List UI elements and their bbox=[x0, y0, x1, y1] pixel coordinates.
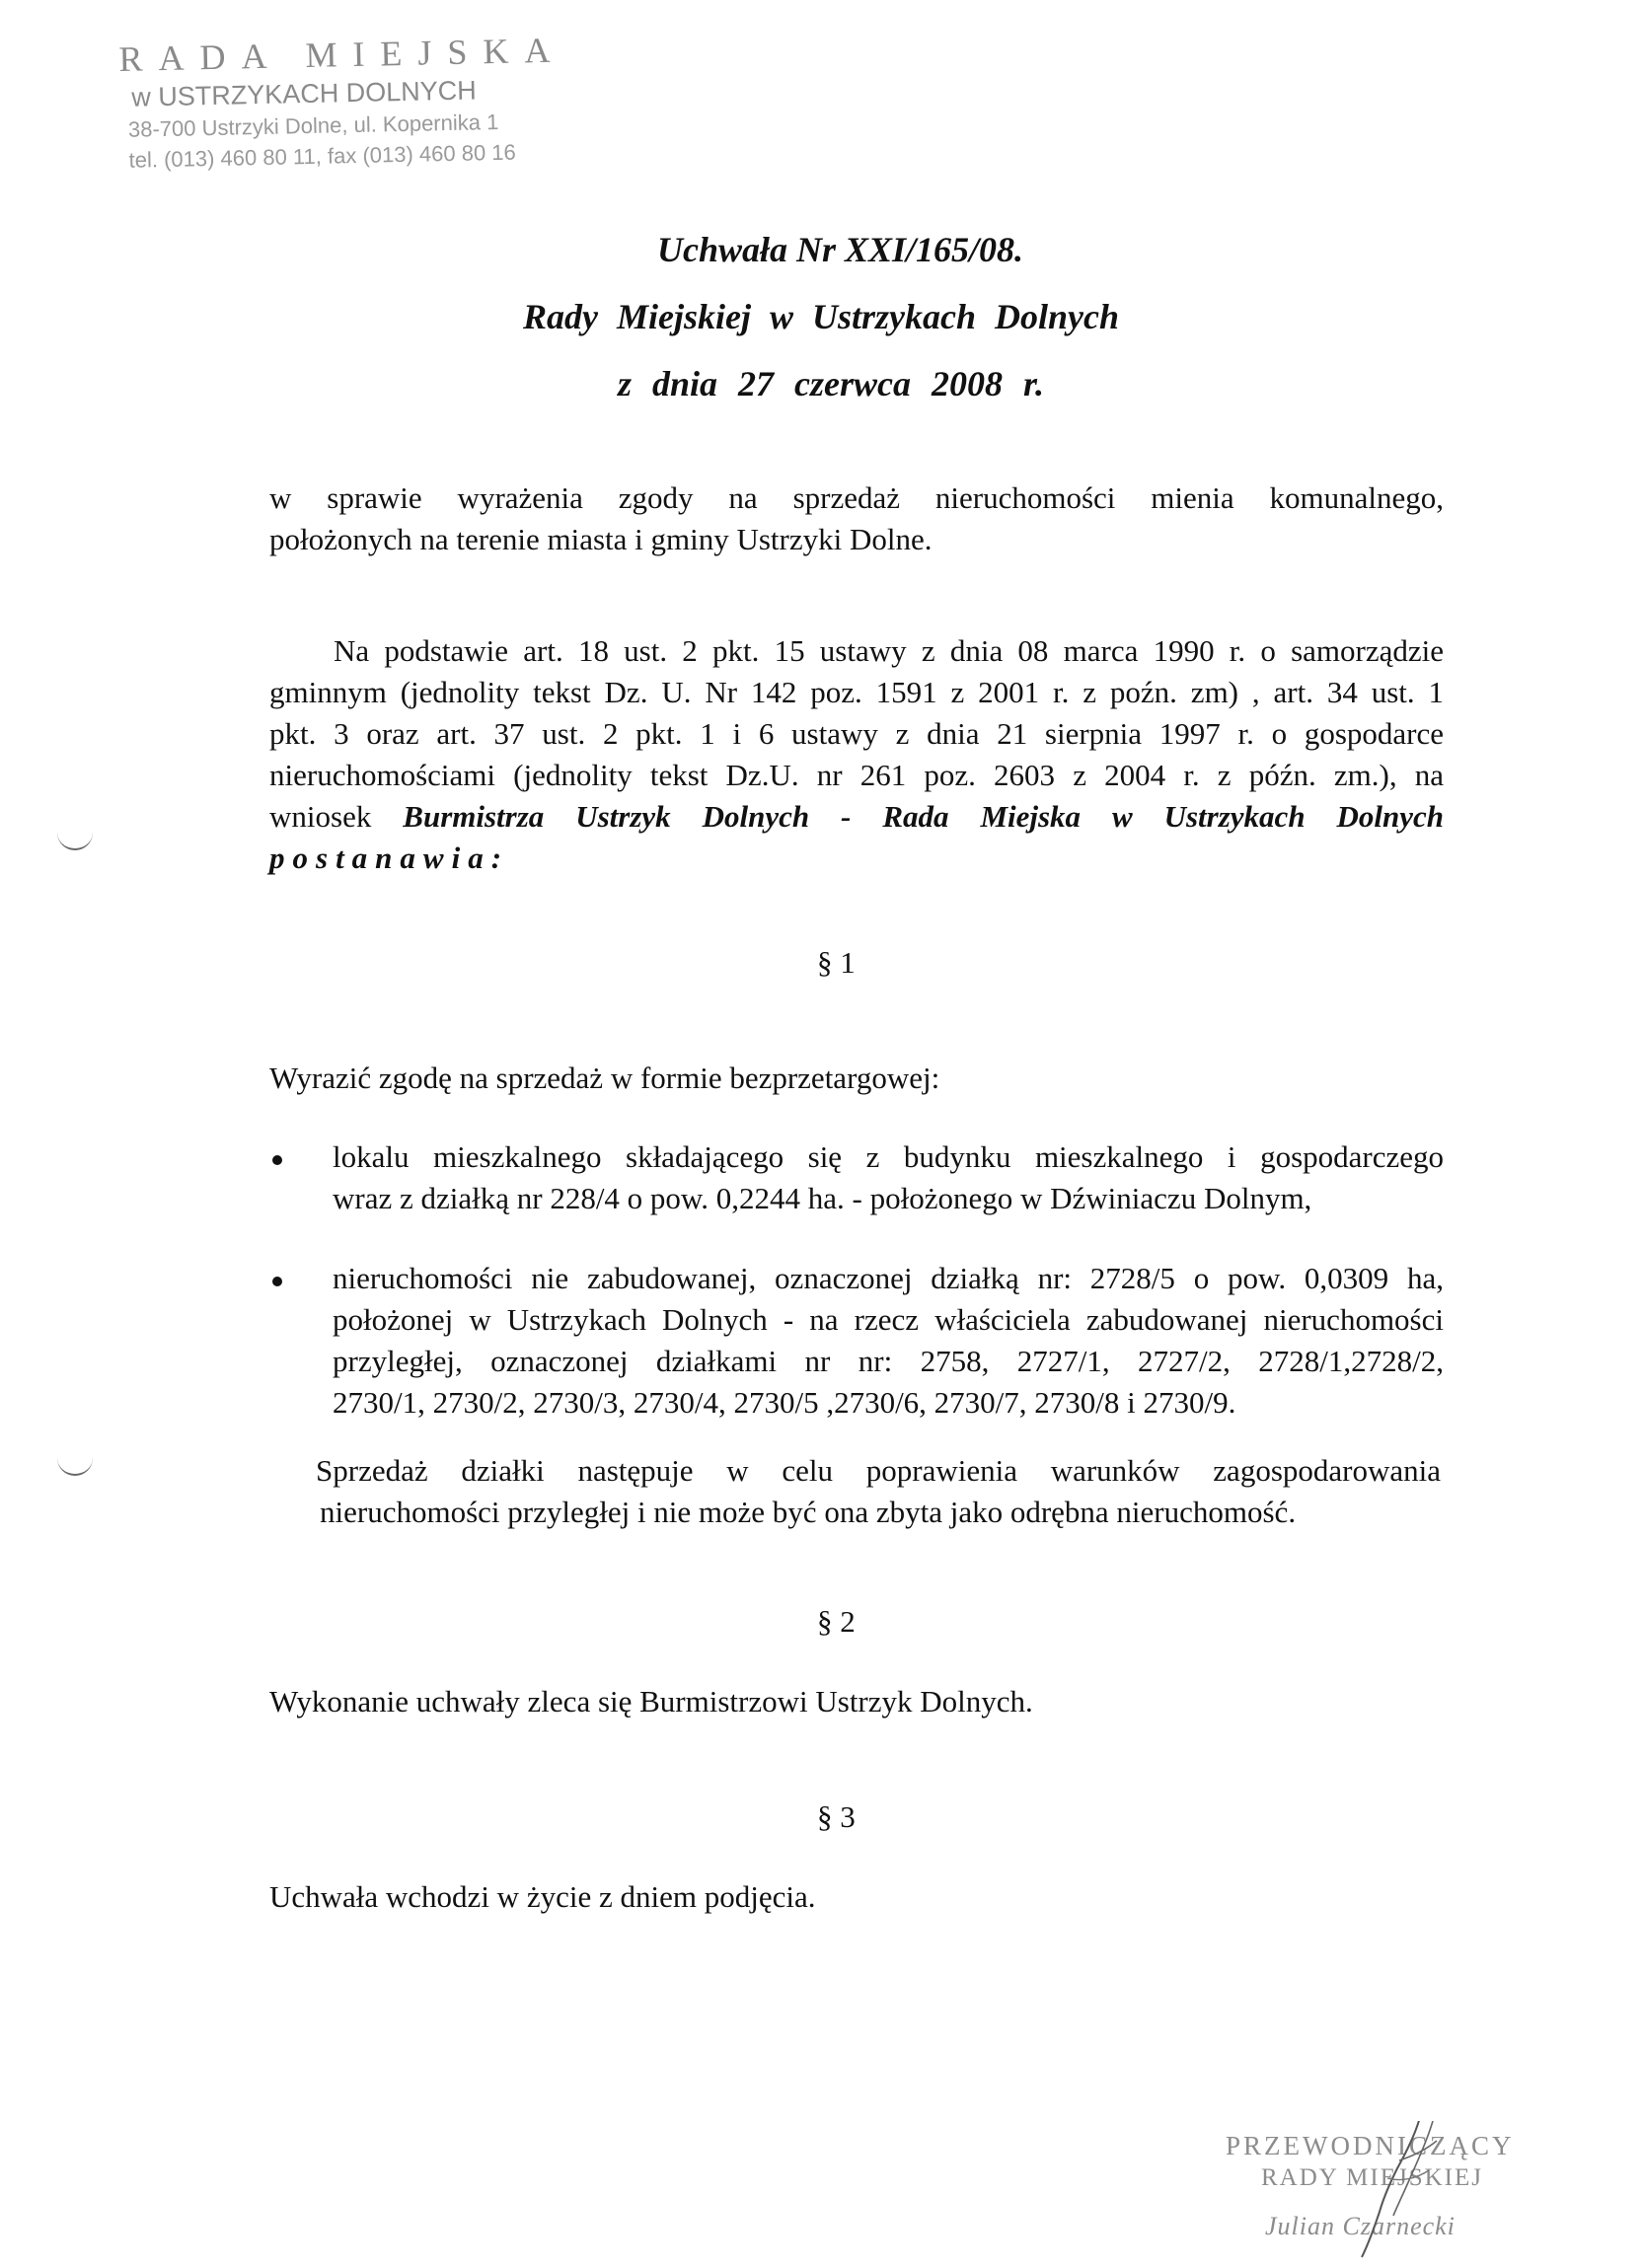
margin-mark bbox=[57, 831, 93, 850]
subject-line: położonych na terenie miasta i gminy Ustrzyki Dolne. bbox=[269, 522, 933, 556]
letterhead-name: RADA MIEJSKA bbox=[118, 30, 566, 79]
request-by: Burmistrza Ustrzyk Dolnych - Rada Miejska w Ustrzykach Dolnych bbox=[403, 799, 1444, 834]
legal-basis-line bbox=[269, 796, 1444, 838]
section-sign-1: § 1 bbox=[817, 945, 856, 980]
list-item-line: wraz z działką nr 228/4 o pow. 0,2244 ha. - położonego w Dźwiniaczu Dolnym, bbox=[333, 1181, 1312, 1215]
section2-text: Wykonanie uchwały zleca się Burmistrzowi Ustrzyk Dolnych. bbox=[269, 1684, 1033, 1719]
request-prefix: wniosek bbox=[269, 799, 372, 834]
bullet-icon bbox=[269, 1136, 319, 1178]
letterhead-city: w USTRZYKACH DOLNYCH bbox=[130, 75, 478, 112]
sale-note bbox=[316, 1450, 1441, 1533]
legal-basis bbox=[269, 630, 1444, 879]
legal-basis-line: pkt. 3 oraz art. 37 ust. 2 pkt. 1 i 6 ustawy z dnia 21 sierpnia 1997 r. o gospodarce bbox=[269, 716, 1444, 751]
sale-note-line: Sprzedaż działki następuje w celu poprawienia warunków zagospodarowania bbox=[316, 1453, 1441, 1488]
legal-basis-line: nieruchomościami (jednolity tekst Dz.U. nr 261 poz. 2603 z 2004 r. z późn. zm.), na bbox=[269, 758, 1444, 792]
section-sign-3: § 3 bbox=[817, 1799, 856, 1834]
list-item bbox=[269, 1136, 1444, 1219]
letterhead-address: 38-700 Ustrzyki Dolne, ul. Kopernika 1 bbox=[127, 109, 499, 142]
list-item-line: przyległej, oznaczonej działkami nr nr: 2758, 2727/1, 2727/2, 2728/1,2728/2, bbox=[333, 1344, 1444, 1378]
signature-name: Julian Czarnecki bbox=[1265, 2212, 1456, 2240]
list-item-line: nieruchomości nie zabudowanej, oznaczonej działką nr: 2728/5 o pow. 0,0309 ha, bbox=[333, 1261, 1444, 1295]
signature-council: RADY MIEJSKIEJ bbox=[1261, 2164, 1483, 2191]
decides-label: postanawia: bbox=[269, 841, 510, 875]
signature-stamp bbox=[1214, 2121, 1589, 2259]
list-item bbox=[269, 1258, 1444, 1424]
list-item-line: położonej w Ustrzykach Dolnych - na rzecz właściciela zabudowanej nieruchomości bbox=[333, 1302, 1444, 1337]
section1-intro: Wyrazić zgodę na sprzedaż w formie bezprzetargowej: bbox=[269, 1061, 940, 1095]
resolution-date: z dnia 27 czerwca 2008 r. bbox=[618, 364, 1045, 403]
legal-basis-line: Na podstawie art. 18 ust. 2 pkt. 15 ustawy z dnia 08 marca 1990 r. o samorządzie bbox=[334, 633, 1444, 668]
margin-mark bbox=[57, 1456, 93, 1476]
resolution-subject bbox=[269, 477, 1444, 560]
list-item-line: 2730/1, 2730/2, 2730/3, 2730/4, 2730/5 ,2730/6, 2730/7, 2730/8 i 2730/9. bbox=[333, 1385, 1236, 1420]
letterhead-phone: tel. (013) 460 80 11, fax (013) 460 80 16 bbox=[128, 139, 516, 173]
signature-title: PRZEWODNICZĄCY bbox=[1226, 2131, 1515, 2160]
handwritten-signature-icon bbox=[1214, 2121, 1589, 2259]
section-sign-2: § 2 bbox=[817, 1604, 856, 1639]
bullet-icon bbox=[269, 1258, 319, 1299]
sale-note-line: nieruchomości przyległej i nie może być ona zbyta jako odrębna nieruchomość. bbox=[320, 1495, 1297, 1529]
resolution-number: Uchwała Nr XXI/165/08. bbox=[657, 230, 1024, 269]
letterhead-stamp bbox=[118, 28, 595, 176]
section3-text: Uchwała wchodzi w życie z dniem podjęcia. bbox=[269, 1879, 816, 1914]
list-item-line: lokalu mieszkalnego składającego się z budynku mieszkalnego i gospodarczego bbox=[333, 1139, 1444, 1174]
legal-basis-line: gminnym (jednolity tekst Dz. U. Nr 142 poz. 1591 z 2001 r. z poźn. zm) , art. 34 ust. 1 bbox=[269, 675, 1444, 709]
subject-line: w sprawie wyrażenia zgody na sprzedaż nieruchomości mienia komunalnego, bbox=[269, 480, 1444, 515]
resolution-council: Rady Miejskiej w Ustrzykach Dolnych bbox=[523, 297, 1119, 336]
